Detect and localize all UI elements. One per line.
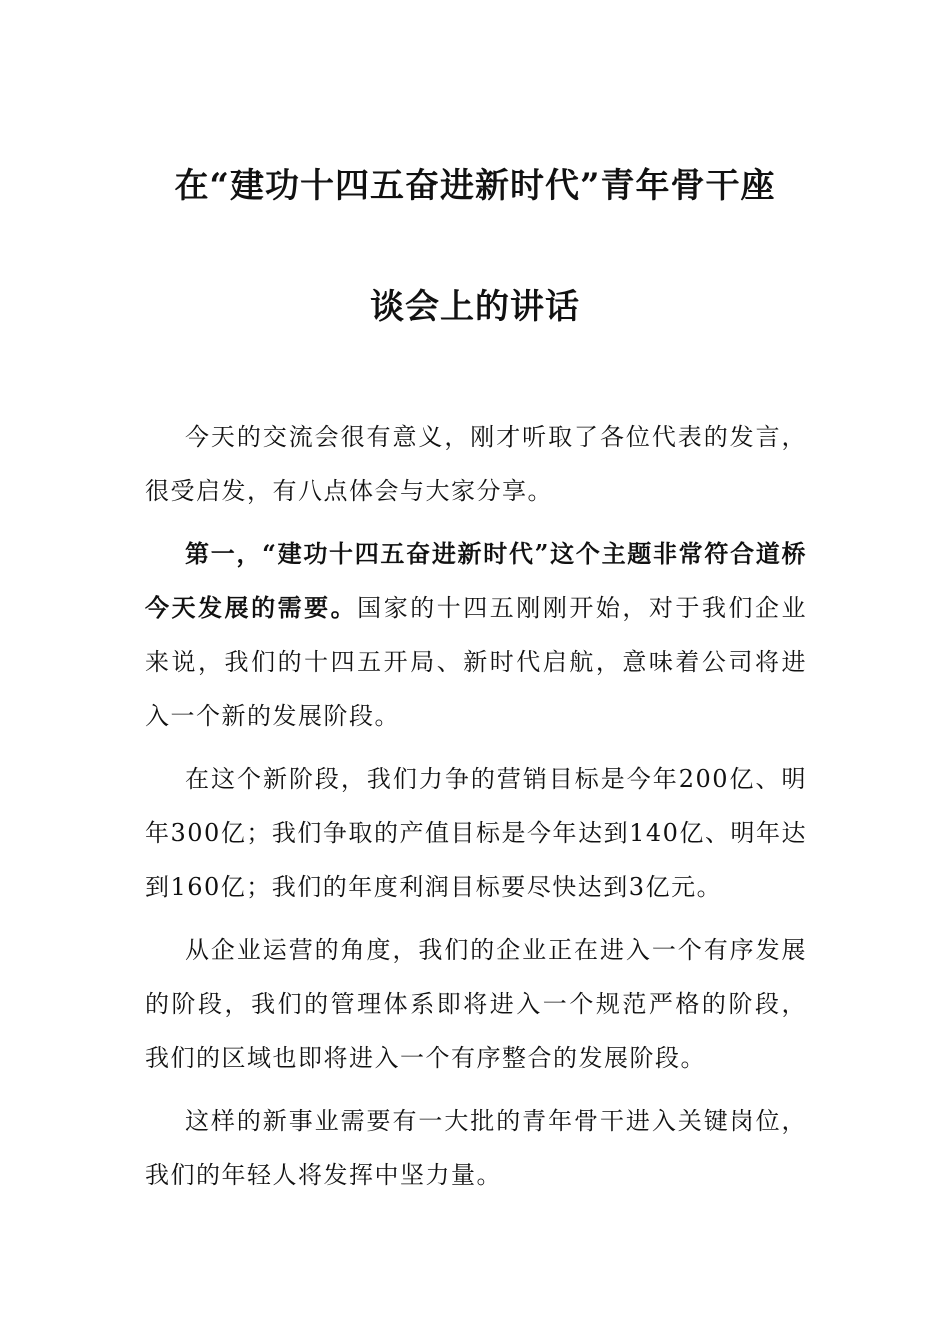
paragraph-4-text: 从企业运营的角度，我们的企业正在进入一个有序发展的阶段，我们的管理体系即将进入一个规范严格的阶段，我们的区域也即将进入一个有序整合的发展阶段。 [145,936,807,1072]
paragraph-4 [145,923,807,1085]
paragraph-5 [145,1094,807,1202]
paragraph-5-text: 这样的新事业需要有一大批的青年骨干进入关键岗位，我们的年轻人将发挥中坚力量。 [145,1107,807,1189]
document-body [145,410,807,1211]
paragraph-2 [145,527,807,743]
paragraph-3 [145,752,807,914]
document-title-line-2: 谈会上的讲话 [370,287,580,327]
paragraph-1-text: 今天的交流会很有意义，刚才听取了各位代表的发言，很受启发，有八点体会与大家分享。 [145,423,807,505]
paragraph-2-heading: 第一，“建功十四五奋进新时代”这个主题非常符合道桥今天发展的需要。 [145,539,807,622]
paragraph-1 [145,410,807,518]
paragraph-2-text: 国家的十四五刚刚开始，对于我们企业来说，我们的十四五开局、新时代启航，意味着公司将进入一个新的发展阶段。 [145,594,808,730]
paragraph-3-text: 在这个新阶段，我们力争的营销目标是今年200亿、明年300亿；我们争取的产值目标是今年达到140亿、明年达到160亿；我们的年度利润目标要尽快达到3亿元。 [145,765,807,901]
document-title-line-1: 在“建功十四五奋进新时代”青年骨干座 [174,166,776,206]
